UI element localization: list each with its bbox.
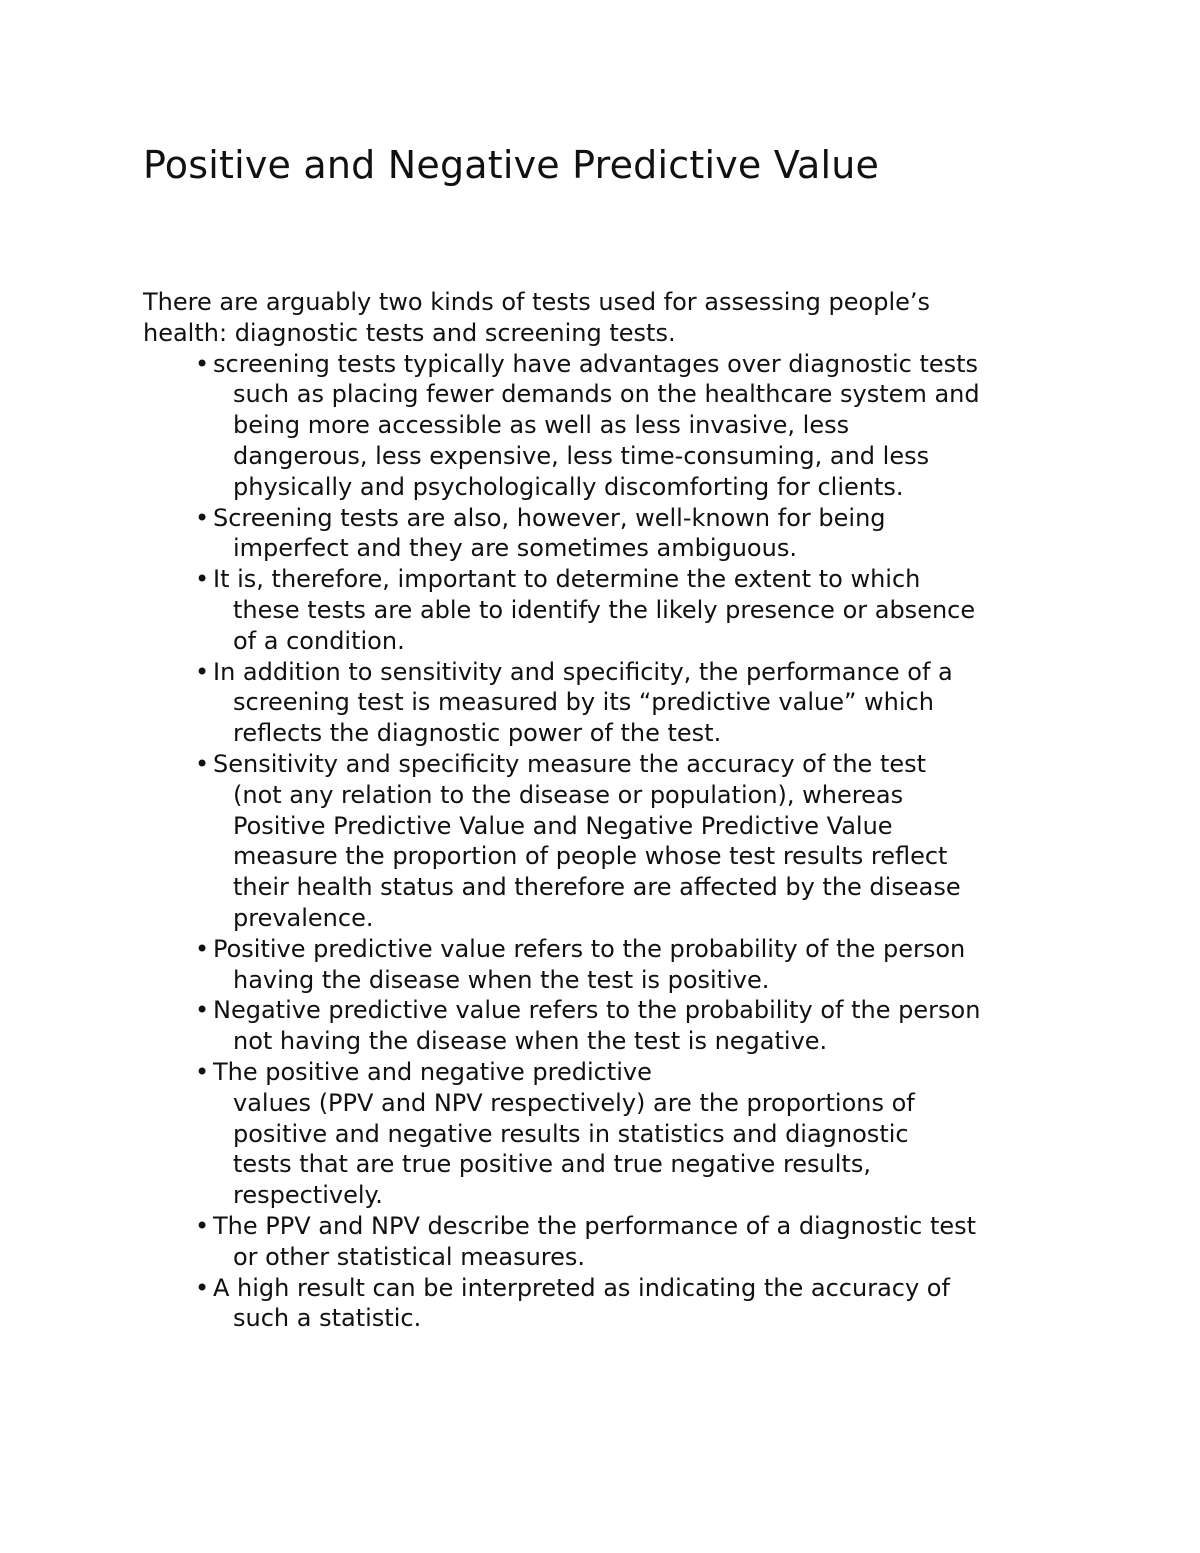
bullet-text-line: prevalence. [233,903,374,932]
bullet-text-line: not having the disease when the test is negative. [233,1027,828,1056]
bullet-text-line: measure the proportion of people whose test results reflect [233,842,948,871]
bullet-text-line: positive and negative results in statistics and diagnostic [233,1119,909,1148]
bullet-text-line: such as placing fewer demands on the healthcare system and [233,380,980,409]
list-item [143,995,1083,1057]
list-item [143,503,1083,565]
list-item [143,1273,1083,1335]
bullet-text-line: The PPV and NPV describe the performance of a diagnostic test [213,1211,977,1240]
list-item [143,657,1083,749]
bullet-icon: • [195,503,210,532]
bullet-text-line: physically and psychologically discomforting for clients. [233,472,904,501]
bullet-icon: • [195,349,210,378]
bullet-text-line: values (PPV and NPV respectively) are the proportions of [233,1088,915,1117]
bullet-icon: • [195,565,210,594]
list-item [143,1057,1083,1211]
bullet-text-line: It is, therefore, important to determine the extent to which [213,565,921,594]
bullet-icon: • [195,934,210,963]
bullet-text-line: such a statistic. [233,1304,422,1333]
bullet-text-line: The positive and negative predictive [213,1057,652,1086]
bullet-text-line: Negative predictive value refers to the probability of the person [213,996,981,1025]
list-item [143,564,1083,656]
bullet-icon: • [195,1273,210,1302]
bullet-icon: • [195,1211,210,1240]
bullet-text-line: Sensitivity and specificity measure the accuracy of the test [213,749,927,778]
list-item [143,934,1083,996]
intro-line: There are arguably two kinds of tests used for assessing people’s [143,288,931,316]
bullet-text-line: reflects the diagnostic power of the test. [233,719,722,748]
bullet-text-line: respectively. [233,1181,383,1210]
bullet-text-line: tests that are true positive and true negative results, [233,1150,871,1179]
document-body [143,287,1083,1334]
document-title: Positive and Negative Predictive Value [143,143,880,187]
bullet-text-line: dangerous, less expensive, less time-consuming, and less [233,441,930,470]
bullet-text-line: Screening tests are also, however, well-known for being [213,503,886,532]
bullet-text-line: screening test is measured by its “predictive value” which [233,688,934,717]
bullet-text-line: In addition to sensitivity and specificity, the performance of a [213,657,953,686]
list-item [143,1211,1083,1273]
bullet-text-line: imperfect and they are sometimes ambiguous. [233,534,797,563]
bullet-icon: • [195,657,210,686]
bullet-icon: • [195,749,210,778]
bullet-text-line: these tests are able to identify the likely presence or absence [233,595,976,624]
bullet-text-line: (not any relation to the disease or population), whereas [233,780,904,809]
bullet-text-line: Positive predictive value refers to the probability of the person [213,934,966,963]
bullet-text-line: being more accessible as well as less invasive, less [233,411,850,440]
bullet-icon: • [195,996,210,1025]
bullet-text-line: Positive Predictive Value and Negative Predictive Value [233,811,893,840]
bullet-icon: • [195,1057,210,1086]
list-item [143,749,1083,934]
list-item [143,349,1083,503]
bullet-text-line: or other statistical measures. [233,1242,586,1271]
bullet-text-line: A high result can be interpreted as indicating the accuracy of [213,1273,950,1302]
bullet-text-line: having the disease when the test is positive. [233,965,770,994]
intro-paragraph [143,287,1083,349]
intro-line: health: diagnostic tests and screening tests. [143,318,676,347]
bullet-list [143,349,1083,1335]
bullet-text-line: screening tests typically have advantages over diagnostic tests [213,349,979,378]
bullet-text-line: of a condition. [233,626,405,655]
bullet-text-line: their health status and therefore are affected by the disease [233,873,961,902]
